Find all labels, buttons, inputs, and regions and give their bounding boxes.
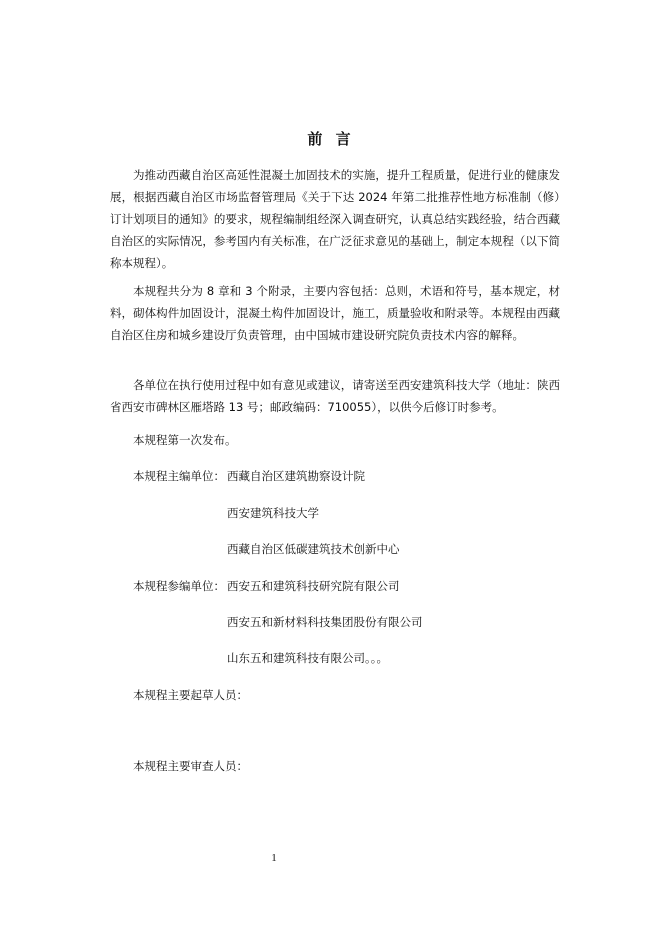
page-title: 前 言 <box>307 130 355 148</box>
chief-editor-3: 西藏自治区低碳建筑技术创新中心 <box>227 542 400 556</box>
first-release-note: 本规程第一次发布。 <box>133 433 237 447</box>
paragraph-feedback: 各单位在执行使用过程中如有意见或建议，请寄送至西安建筑科技大学（地址：陕西省西安市碑林区雁塔路 13 号；邮政编码：710055），以供今后修订时参考。 <box>110 378 560 414</box>
participant-label: 本规程参编单位： <box>133 579 225 593</box>
reviewers-label: 本规程主要审查人员： <box>133 759 248 773</box>
drafters-label: 本规程主要起草人员： <box>133 688 248 702</box>
chief-editor-label: 本规程主编单位： <box>133 469 225 483</box>
chief-editor-2: 西安建筑科技大学 <box>227 506 319 520</box>
page-number: 1 <box>271 852 277 864</box>
paragraph-contents: 本规程共分为 8 章和 3 个附录，主要内容包括：总则，术语和符号，基本规定，材料，砌体构件加固设计，混凝土构件加固设计，施工，质量验收和附录等。本规程由西藏自治区住房和城乡建设厅负责管理，由中国城市建设研究院负责技术内容的解释。 <box>110 284 560 342</box>
participant-1: 西安五和建筑科技研究院有限公司 <box>227 579 400 593</box>
participant-2: 西安五和新材料科技集团股份有限公司 <box>227 615 423 629</box>
chief-editor-1: 西藏自治区建筑勘察设计院 <box>227 469 365 483</box>
participant-3: 山东五和建筑科技有限公司。。。 <box>227 651 388 665</box>
paragraph-background: 为推动西藏自治区高延性混凝土加固技术的实施，提升工程质量，促进行业的健康发展，根据西藏自治区市场监督管理局《关于下达 2024 年第二批推荐性地方标准制（修）订计划项目的通知》的要求，规程编制组经深入调查研究，认真总结实践经验，结合西藏自治区的实际情况，参考国内有关标准，在广泛征求意见的基础上，制定本规程（以下简称本规程）。 <box>110 168 560 270</box>
